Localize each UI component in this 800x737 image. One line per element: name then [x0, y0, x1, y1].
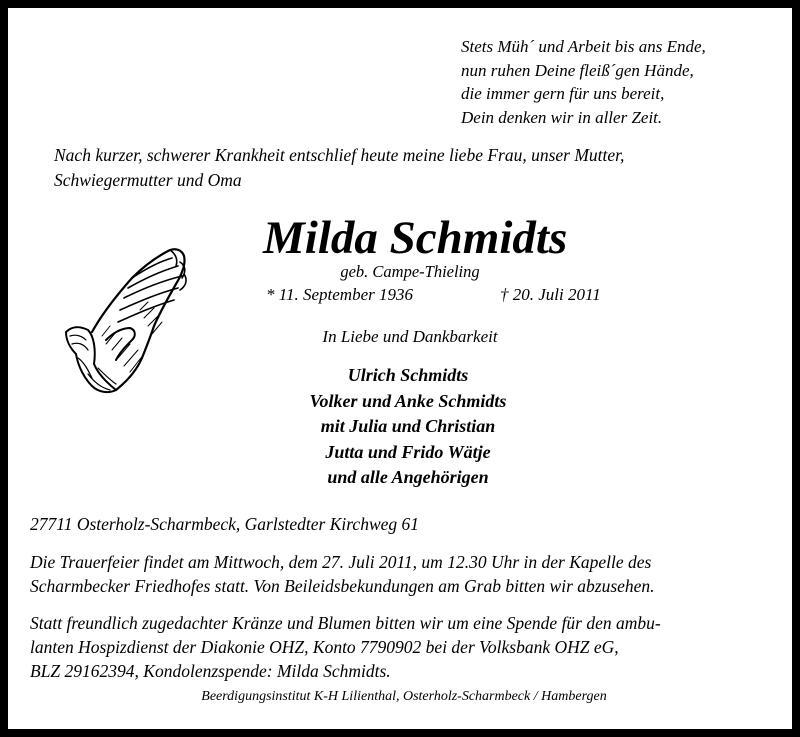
funeral-home: Beerdigungsinstitut K-H Lilienthal, Osterholz-Scharmbeck / Hambergen [201, 689, 607, 704]
announcement-line: Nach kurzer, schwerer Krankheit entschlief heute meine liebe Frau, unser Mutter, [54, 145, 625, 165]
mourner: Jutta und Frido Wätje [325, 441, 491, 462]
funeral-details [30, 550, 655, 598]
announcement-text [54, 143, 624, 193]
memorial-poem [461, 35, 706, 129]
announcement-line: Schwiegermutter und Oma [54, 170, 242, 190]
donation-line: BLZ 29162394, Kondolenzspende: Milda Schmidts. [30, 661, 391, 681]
cross-icon: † [500, 285, 509, 304]
birth-date: * 11. September 1936 [266, 285, 413, 304]
funeral-line: Die Trauerfeier findet am Mittwoch, dem 27. Juli 2011, um 12.30 Uhr in der Kapelle des [30, 552, 652, 572]
poem-line: nun ruhen Deine fleiß´gen Hände, [461, 60, 694, 80]
donation-line: Statt freundlich zugedachter Kränze und Blumen bitten wir um eine Spende für den ambu- [30, 613, 661, 633]
address: 27711 Osterholz-Scharmbeck, Garlstedter Kirchweg 61 [30, 514, 420, 534]
mourner: mit Julia und Christian [320, 416, 496, 436]
maiden-name: geb. Campe-Thieling [340, 262, 480, 281]
poem-line: Stets Müh´ und Arbeit bis ans Ende, [461, 37, 706, 56]
gratitude-line: In Liebe und Dankbarkeit [322, 327, 498, 346]
donation-request [30, 611, 661, 683]
death-date [500, 284, 601, 306]
death-date-text: 20. Juli 2011 [508, 285, 601, 304]
poem-line: die immer gern für uns bereit, [461, 84, 665, 103]
mourner: und alle Angehörigen [327, 467, 489, 487]
funeral-line: Scharmbecker Friedhofes statt. Von Beileidsbekundungen am Grab bitten wir abzusehen. [30, 576, 655, 596]
mourners-list [8, 363, 792, 491]
mourner: Volker und Anke Schmidts [309, 390, 507, 411]
deceased-name: Milda Schmidts [263, 212, 568, 264]
donation-line: lanten Hospizdienst der Diakonie OHZ, Konto 7790902 bei der Volksbank OHZ eG, [30, 637, 619, 657]
poem-line: Dein denken wir in aller Zeit. [461, 107, 663, 127]
mourner: Ulrich Schmidts [347, 365, 469, 385]
